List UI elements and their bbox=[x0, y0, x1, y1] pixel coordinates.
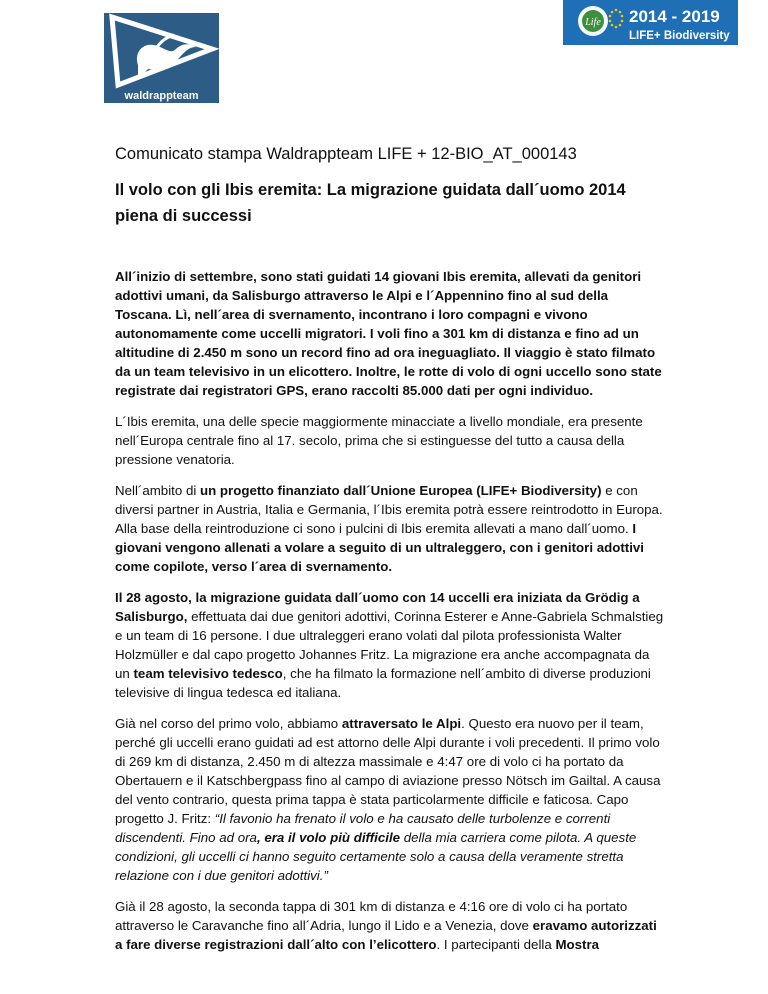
press-release-body bbox=[115, 143, 665, 966]
life-banner-graphic bbox=[563, 0, 738, 45]
paragraph-intro bbox=[115, 267, 665, 400]
p6-bold-mostra: Mostra bbox=[555, 937, 600, 952]
p3-bold-training: I giovani vengono allenati a volare a seguito di un ultraleggero, con i genitori adottivi come copilote, verso l´area di svernamento. bbox=[115, 521, 644, 574]
paragraph-second-flight bbox=[115, 897, 665, 954]
waldrappteam-logo-graphic bbox=[104, 13, 219, 103]
paragraph-first-flight bbox=[115, 714, 665, 885]
waldrappteam-logo bbox=[104, 13, 219, 103]
p3-bold-funding: un progetto finanziato dall´Unione Europea (LIFE+ Biodiversity) bbox=[199, 483, 602, 498]
life-years: 2014 - 2019 bbox=[629, 7, 720, 26]
life-program: LIFE+ Biodiversity bbox=[629, 30, 730, 42]
paragraph-project bbox=[115, 481, 665, 576]
p6-bold-helicopter: eravamo autorizzati a fare diverse registrazioni dall´alto con l’elicottero bbox=[115, 918, 657, 952]
life-emblem-text: Life bbox=[585, 17, 601, 28]
p5-quote-b: della mia carriera come pilota. A queste condizioni, gli uccelli ci hanno seguito certamente solo a causa della veramente stretta relazione con i due genitori adottivi.” bbox=[115, 830, 637, 883]
life-biodiversity-logo bbox=[563, 0, 738, 45]
p4-bold-start: Il 28 agosto, la migrazione guidata dall´uomo con 14 uccelli era iniziata da Grödig a Salisburgo, bbox=[115, 590, 640, 624]
logo-text: waldrappteam bbox=[124, 90, 199, 102]
p4-bold-tv-team: team televisivo tedesco bbox=[133, 666, 283, 681]
document-subtitle: Comunicato stampa Waldrappteam LIFE + 12-BIO_AT_000143 bbox=[115, 145, 577, 163]
p6-text-a: Già il 28 agosto, la seconda tappa di 301 km di distanza e 4:16 ore di volo ci ha portato attraverso le Caravanche fino all´Adria, lungo il Lido e a Venezia, dove bbox=[115, 899, 628, 933]
p3-text-a: Nell´ambito di bbox=[115, 483, 200, 498]
paragraph-history: L´Ibis eremita, una delle specie maggiormente minacciate a livello mondiale, era presente nell´Europa centrale fino al 17. secolo, prima che si estinguesse del tutto a causa della pressione venatoria. bbox=[115, 414, 643, 467]
p3-text-c: e con diversi partner in Austria, Italia e Germania, l´Ibis eremita potrà essere reintrodotto in Europa. Alla base della reintroduzione ci sono i pulcini di Ibis eremita allevati a mano dall´uomo. bbox=[115, 483, 663, 536]
paragraph-intro-text: All´inizio di settembre, sono stati guidati 14 giovani Ibis eremita, allevati da genitori adottivi umani, da Salisburgo attraverso le Alpi e l´Appennino fino al sud della Toscana. Lì, nell´area di svernamento, incontrano i loro compagni e vivono autonomamente come uccelli migratori. I voli fino a 301 km di distanza e fino ad un altitudine di 2.450 m sono un record fino ad ora ineguagliato. Il viaggio è stato filmato da un team televisivo in un elicottero. Inoltre, le rotte di volo di ogni uccello sono state registrate dai registratori GPS, erano raccolti 85.000 dati per ogni individuo. bbox=[115, 269, 662, 398]
paragraph-migration-start bbox=[115, 588, 665, 702]
p5-text-c: . Questo era nuovo per il team, perché gli uccelli erano guidati ad est attorno delle Alpi durante i voli precedenti. Il primo volo di 269 km di distanza, 2.450 m di altezza massimale e 4:47 ore di volo ci ha portato da Obertauern e il Katschbergpass fino al campo di aviazione presso Nötsch im Gailtal. A causa del vento contrario, questa prima tappa è stata particolarmente difficile e faticosa. Capo progetto J. Fritz: bbox=[115, 716, 661, 826]
document-title: Il volo con gli Ibis eremita: La migrazione guidata dall´uomo 2014 piena di successi bbox=[115, 181, 626, 225]
p4-text-d: , che ha filmato la formazione nell´ambito di diverse produzioni televisive di lingua tedesca ed italiana. bbox=[115, 666, 651, 700]
p5-quote-a: “Il favonio ha frenato il volo e ha causato delle turbolenze e correnti discendenti. Fino ad ora bbox=[115, 811, 611, 845]
p5-bold-alps: attraversato le Alpi bbox=[341, 716, 462, 731]
p6-text-c: . I partecipanti della bbox=[436, 937, 556, 952]
p5-text-a: Già nel corso del primo volo, abbiamo bbox=[115, 716, 342, 731]
p4-text-b: effettuata dai due genitori adottivi, Corinna Esterer e Anne-Gabriela Schmalstieg e un team di 16 persone. I due ultraleggeri erano volati dal pilota professionista Walter Holzmüller e dal capo progetto Johannes Fritz. La migrazione era anche accompagnata da un bbox=[115, 609, 664, 681]
p5-quote-bold: , era il volo più difficile bbox=[256, 830, 401, 845]
